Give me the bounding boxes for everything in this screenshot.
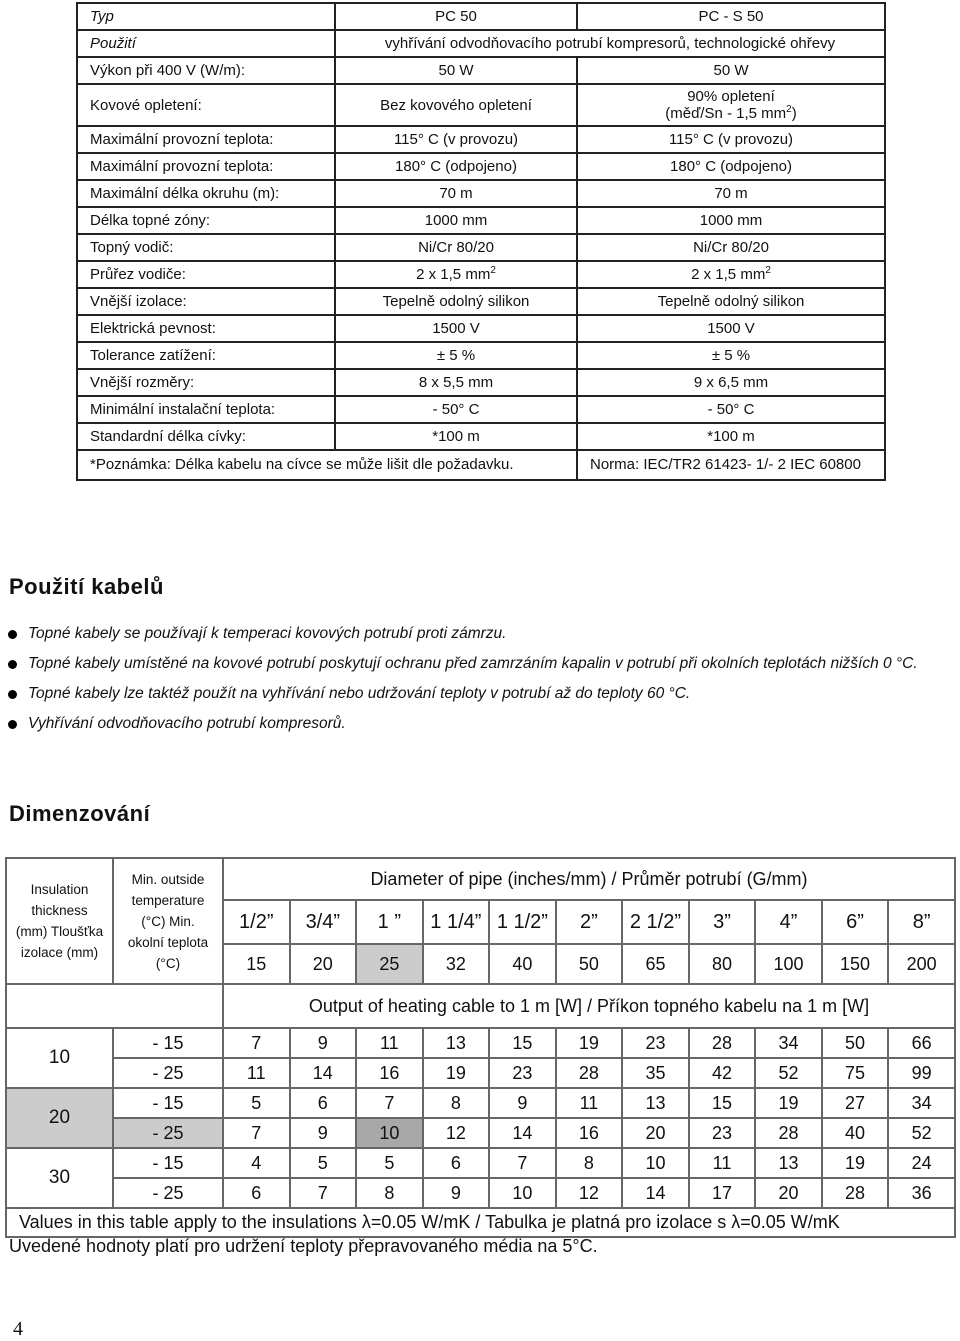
spec-value-pcs50: 115° C (v provozu) xyxy=(577,126,885,153)
value-cell: 6 xyxy=(423,1148,490,1178)
table-row xyxy=(6,1058,955,1088)
diameter-title: Diameter of pipe (inches/mm) / Průměr potrubí (G/mm) xyxy=(223,858,955,900)
spec-row xyxy=(77,84,885,126)
spec-row xyxy=(77,342,885,369)
value-cell: 13 xyxy=(755,1148,822,1178)
spec-value-pcs50: ± 5 % xyxy=(577,342,885,369)
mm-cell: 200 xyxy=(888,944,955,984)
inch-cell: 3/4” xyxy=(290,900,357,944)
value-cell: 99 xyxy=(888,1058,955,1088)
dim-footer-row xyxy=(6,1208,955,1237)
spec-value-pc50: *100 m xyxy=(335,423,577,450)
spec-usage-value: vyhřívání odvodňovacího potrubí kompresorů, technologické ohřevy xyxy=(335,30,885,57)
mm-cell: 80 xyxy=(689,944,756,984)
spec-norm: Norma: IEC/TR2 61423- 1/- 2 IEC 60800 xyxy=(577,450,885,480)
temp-cell: - 15 xyxy=(113,1088,223,1118)
value-cell: 14 xyxy=(290,1058,357,1088)
spec-label: Maximální provozní teplota: xyxy=(77,153,335,180)
value-cell: 28 xyxy=(689,1028,756,1058)
value-cell: 50 xyxy=(822,1028,889,1058)
spec-row xyxy=(77,288,885,315)
value-cell: 28 xyxy=(556,1058,623,1088)
value-cell: 8 xyxy=(423,1088,490,1118)
list-item: Topné kabely umístěné na kovové potrubí poskytují ochranu před zamrzáním kapalin v potrubí při okolních teplotách nižších 0 °C. xyxy=(8,651,948,677)
spec-value-pc50: 2 x 1,5 $mm^2$ xyxy=(335,261,577,288)
braid-line1: 90% opletení xyxy=(687,88,775,105)
value-cell: 20 xyxy=(755,1178,822,1208)
value-cell: 10 xyxy=(622,1148,689,1178)
value-cell: 7 xyxy=(489,1148,556,1178)
uses-list xyxy=(8,621,948,741)
spec-value-pc50: 1000 mm xyxy=(335,207,577,234)
braid-line2: (měď/Sn - 1,5 $mm^2$) xyxy=(665,104,797,122)
temp-cell: - 15 xyxy=(113,1028,223,1058)
value-cell: 10 xyxy=(489,1178,556,1208)
dim-heading: Dimenzování xyxy=(9,801,151,826)
spec-label: Vnější rozměry: xyxy=(77,369,335,396)
inch-cell: 2” xyxy=(556,900,623,944)
spec-value-pcs50: 70 m xyxy=(577,180,885,207)
value-cell: 8 xyxy=(356,1178,423,1208)
value-cell: 14 xyxy=(489,1118,556,1148)
mm-cell: 100 xyxy=(755,944,822,984)
value-cell: 66 xyxy=(888,1028,955,1058)
value-cell: 23 xyxy=(489,1058,556,1088)
temp-cell: - 25 xyxy=(113,1178,223,1208)
thickness-cell: 30 xyxy=(6,1148,113,1208)
value-cell: 52 xyxy=(755,1058,822,1088)
table-row xyxy=(6,1178,955,1208)
spec-table xyxy=(76,2,886,481)
spec-row xyxy=(77,234,885,261)
spec-note-row xyxy=(77,450,885,480)
spec-value-pcs50: 2 x 1,5 $mm^2$ xyxy=(577,261,885,288)
spec-value-pcs50: 9 x 6,5 mm xyxy=(577,369,885,396)
spec-value-pc50: - 50° C xyxy=(335,396,577,423)
inch-cell: 8” xyxy=(888,900,955,944)
value-cell: 7 xyxy=(223,1118,290,1148)
spec-type-pc50: PC 50 xyxy=(335,3,577,30)
spec-row xyxy=(77,153,885,180)
spec-value-pc50: 1500 V xyxy=(335,315,577,342)
temp-cell: - 25 xyxy=(113,1058,223,1088)
value-cell: 17 xyxy=(689,1178,756,1208)
inch-cell: 1 1/2” xyxy=(489,900,556,944)
value-cell: 11 xyxy=(556,1088,623,1118)
value-cell: 15 xyxy=(689,1088,756,1118)
spec-label: Topný vodič: xyxy=(77,234,335,261)
dim-body xyxy=(6,1028,955,1208)
table-row xyxy=(6,1028,955,1058)
spec-value-pc50: 115° C (v provozu) xyxy=(335,126,577,153)
value-cell: 5 xyxy=(223,1088,290,1118)
thickness-cell: 20 xyxy=(6,1088,113,1148)
dim-footer: Values in this table apply to the insulations λ=0.05 W/mK / Tabulka je platná pro izolace s λ=0.05 W/mK xyxy=(6,1208,955,1237)
mm-cell: 50 xyxy=(556,944,623,984)
spec-value-pc50: 180° C (odpojeno) xyxy=(335,153,577,180)
spec-row xyxy=(77,126,885,153)
inch-cell: 1/2” xyxy=(223,900,290,944)
thickness-cell: 10 xyxy=(6,1028,113,1088)
value-cell: 8 xyxy=(556,1148,623,1178)
value-cell: 6 xyxy=(290,1088,357,1118)
mm-cell: 25 xyxy=(356,944,423,984)
value-cell: 75 xyxy=(822,1058,889,1088)
value-cell: 12 xyxy=(556,1178,623,1208)
value-cell: 5 xyxy=(356,1148,423,1178)
inch-cell: 6” xyxy=(822,900,889,944)
spec-header-row xyxy=(77,3,885,30)
spec-value-pcs50: Ni/Cr 80/20 xyxy=(577,234,885,261)
temp-cell: - 15 xyxy=(113,1148,223,1178)
value-cell: 35 xyxy=(622,1058,689,1088)
spec-label: Výkon při 400 V (W/m): xyxy=(77,57,335,84)
spec-value-pc50: Bez kovového opletení xyxy=(335,84,577,126)
temperature-header: Min. outside temperature (°C) Min. okolní teplota (°C) xyxy=(113,858,223,984)
value-cell: 24 xyxy=(888,1148,955,1178)
value-cell: 9 xyxy=(290,1028,357,1058)
spec-row xyxy=(77,369,885,396)
value-cell: 6 xyxy=(223,1178,290,1208)
value-cell: 19 xyxy=(822,1148,889,1178)
output-title: Output of heating cable to 1 m [W] / Příkon topného kabelu na 1 m [W] xyxy=(223,984,955,1028)
table-row xyxy=(6,1088,955,1118)
value-cell: 16 xyxy=(556,1118,623,1148)
value-cell: 7 xyxy=(223,1028,290,1058)
value-cell: 19 xyxy=(755,1088,822,1118)
spec-usage-row xyxy=(77,30,885,57)
output-title-row xyxy=(6,984,955,1028)
value-cell: 5 xyxy=(290,1148,357,1178)
temp-cell: - 25 xyxy=(113,1118,223,1148)
spec-type-label: Typ xyxy=(77,3,335,30)
value-cell: 11 xyxy=(689,1148,756,1178)
spec-value-pcs50 xyxy=(577,84,885,126)
insulation-header: Insulation thickness (mm) Tloušťka izolace (mm) xyxy=(6,858,113,984)
spec-value-pcs50: 1000 mm xyxy=(577,207,885,234)
spec-usage-label: Použití xyxy=(77,30,335,57)
spec-row xyxy=(77,207,885,234)
spec-value-pcs50: 50 W xyxy=(577,57,885,84)
value-cell: 20 xyxy=(622,1118,689,1148)
spec-row xyxy=(77,180,885,207)
spec-row xyxy=(77,57,885,84)
after-note: Uvedené hodnoty platí pro udržení teploty přepravovaného média na 5°C. xyxy=(9,1236,598,1256)
value-cell: 23 xyxy=(622,1028,689,1058)
dim-header-row xyxy=(6,858,955,900)
spec-label: Elektrická pevnost: xyxy=(77,315,335,342)
dimension-table xyxy=(5,857,956,1238)
value-cell: 15 xyxy=(489,1028,556,1058)
spec-note: *Poznámka: Délka kabelu na cívce se může lišit dle požadavku. xyxy=(77,450,577,480)
inch-cell: 4” xyxy=(755,900,822,944)
value-cell: 40 xyxy=(822,1118,889,1148)
spec-value-pcs50: 1500 V xyxy=(577,315,885,342)
mm-cell: 65 xyxy=(622,944,689,984)
mm-cell: 15 xyxy=(223,944,290,984)
value-cell: 13 xyxy=(622,1088,689,1118)
spec-label: Tolerance zatížení: xyxy=(77,342,335,369)
spec-label: Standardní délka cívky: xyxy=(77,423,335,450)
inch-cell: 3” xyxy=(689,900,756,944)
value-cell: 36 xyxy=(888,1178,955,1208)
mm-cell: 150 xyxy=(822,944,889,984)
spec-label: Maximální délka okruhu (m): xyxy=(77,180,335,207)
inch-cell: 1 ” xyxy=(356,900,423,944)
spec-row xyxy=(77,423,885,450)
value-cell: 13 xyxy=(423,1028,490,1058)
spec-value-pc50: Tepelně odolný silikon xyxy=(335,288,577,315)
spec-row xyxy=(77,396,885,423)
spec-label: Průřez vodiče: xyxy=(77,261,335,288)
spec-label: Délka topné zóny: xyxy=(77,207,335,234)
value-cell: 12 xyxy=(423,1118,490,1148)
value-cell: 34 xyxy=(888,1088,955,1118)
spec-value-pc50: Ni/Cr 80/20 xyxy=(335,234,577,261)
spec-value-pc50: ± 5 % xyxy=(335,342,577,369)
value-cell: 10 xyxy=(356,1118,423,1148)
spec-label: Kovové opletení: xyxy=(77,84,335,126)
spec-row xyxy=(77,261,885,288)
spec-value-pcs50: Tepelně odolný silikon xyxy=(577,288,885,315)
value-cell: 4 xyxy=(223,1148,290,1178)
spec-value-pc50: 50 W xyxy=(335,57,577,84)
list-item: Topné kabely lze taktéž použít na vyhřívání nebo udržování teploty v potrubí až do teploty 60 °C. xyxy=(8,681,948,707)
spec-value-pc50: 8 x 5,5 mm xyxy=(335,369,577,396)
value-cell: 14 xyxy=(622,1178,689,1208)
value-cell: 19 xyxy=(556,1028,623,1058)
value-cell: 19 xyxy=(423,1058,490,1088)
value-cell: 9 xyxy=(290,1118,357,1148)
value-cell: 28 xyxy=(822,1178,889,1208)
mm-cell: 40 xyxy=(489,944,556,984)
inch-cell: 1 1/4” xyxy=(423,900,490,944)
mm-cell: 20 xyxy=(290,944,357,984)
spec-value-pcs50: 180° C (odpojeno) xyxy=(577,153,885,180)
value-cell: 27 xyxy=(822,1088,889,1118)
table-row xyxy=(6,1118,955,1148)
spec-value-pcs50: - 50° C xyxy=(577,396,885,423)
value-cell: 16 xyxy=(356,1058,423,1088)
value-cell: 11 xyxy=(356,1028,423,1058)
spec-row xyxy=(77,315,885,342)
spec-label: Maximální provozní teplota: xyxy=(77,126,335,153)
value-cell: 7 xyxy=(356,1088,423,1118)
inch-cell: 2 1/2” xyxy=(622,900,689,944)
spec-label: Minimální instalační teplota: xyxy=(77,396,335,423)
value-cell: 34 xyxy=(755,1028,822,1058)
table-row xyxy=(6,1148,955,1178)
mm-cell: 32 xyxy=(423,944,490,984)
spec-value-pc50: 70 m xyxy=(335,180,577,207)
value-cell: 42 xyxy=(689,1058,756,1088)
value-cell: 9 xyxy=(423,1178,490,1208)
value-cell: 11 xyxy=(223,1058,290,1088)
spec-type-pcs50: PC - S 50 xyxy=(577,3,885,30)
list-item: Vyhřívání odvodňovacího potrubí kompresorů. xyxy=(8,711,948,737)
spec-label: Vnější izolace: xyxy=(77,288,335,315)
spec-value-pcs50: *100 m xyxy=(577,423,885,450)
value-cell: 52 xyxy=(888,1118,955,1148)
value-cell: 28 xyxy=(755,1118,822,1148)
page-number: 4 xyxy=(13,1318,23,1340)
value-cell: 23 xyxy=(689,1118,756,1148)
uses-heading: Použití kabelů xyxy=(9,574,164,599)
value-cell: 9 xyxy=(489,1088,556,1118)
list-item: Topné kabely se používají k temperaci kovových potrubí proti zámrzu. xyxy=(8,621,948,647)
value-cell: 7 xyxy=(290,1178,357,1208)
